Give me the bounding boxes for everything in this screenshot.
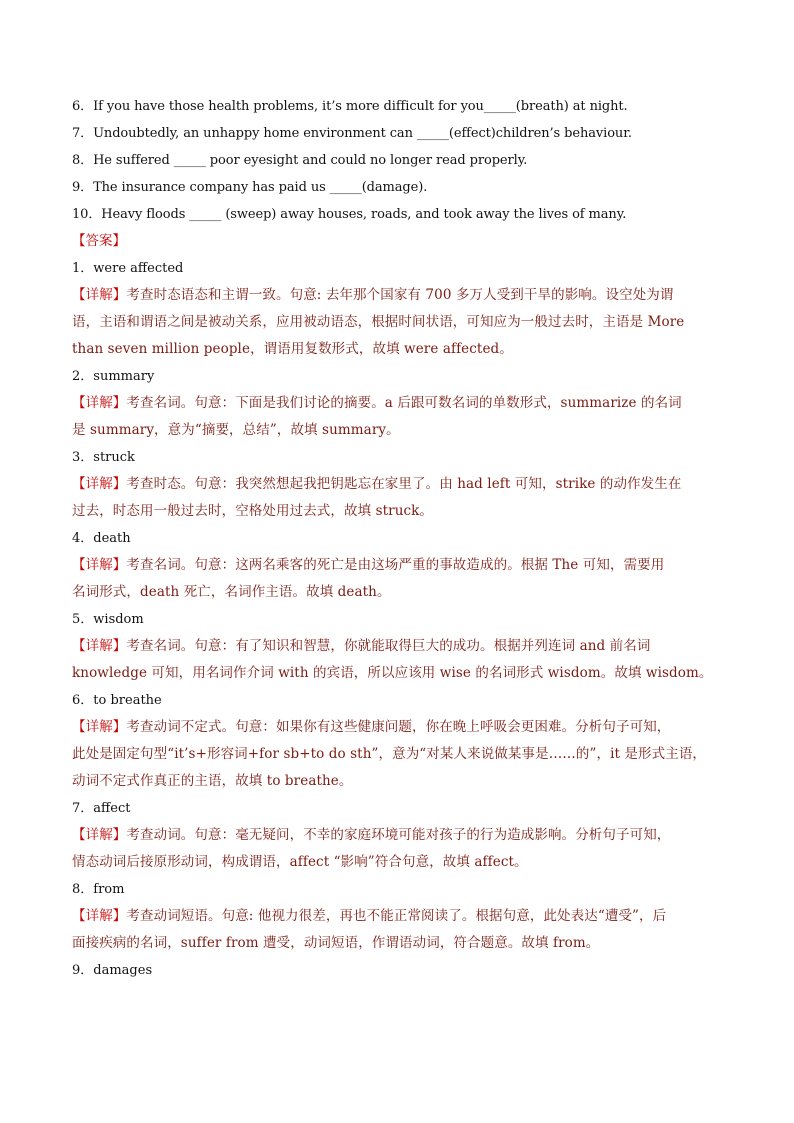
question-8: 8．He suffered _____ poor eyesight and could no longer read properly.	[72, 153, 528, 168]
answer-2	[72, 363, 732, 390]
explanation-8	[72, 903, 732, 957]
explanation-line: 情态动词后接原形动词，构成谓语，affect “影响”符合句意，故填 affect。	[72, 854, 528, 870]
answer-word: struck	[93, 450, 135, 465]
explanation-text: 考查动词短语。句意: 他视力很差，再也不能正常阅读了。根据句意，此处表达“遭受”，后	[126, 908, 667, 924]
detail-tag: 【详解】	[72, 287, 127, 303]
detail-tag: 【详解】	[72, 908, 127, 924]
answer-word: affect	[93, 801, 131, 816]
answer-number: 1．	[72, 261, 94, 276]
answer-word: death	[93, 531, 131, 546]
question-10: 10．Heavy floods _____ (sweep) away houses, roads, and took away the lives of many.	[72, 207, 627, 222]
explanation-1	[72, 282, 732, 363]
question-7: 7．Undoubtedly, an unhappy home environment can _____(effect)children’s behaviour.	[72, 126, 632, 141]
question-9: 9．The insurance company has paid us _____(damage).	[72, 180, 428, 195]
explanation-line: than seven million people，谓语用复数形式，故填 were affected。	[72, 341, 513, 357]
answer-word: damages	[93, 963, 153, 978]
detail-tag: 【详解】	[72, 557, 127, 573]
explanation-6	[72, 714, 732, 795]
explanation-line	[72, 552, 732, 579]
explanation-line	[72, 633, 732, 660]
detail-tag: 【详解】	[72, 638, 127, 654]
explanation-line	[72, 903, 732, 930]
explanation-line	[72, 282, 732, 309]
answer-number: 9．	[72, 963, 94, 978]
answer-number: 2．	[72, 369, 94, 384]
explanation-text: 考查时态。句意：我突然想起我把钥匙忘在家里了。由 had left 可知，strike 的动作发生在	[126, 476, 682, 492]
explanation-line	[72, 714, 732, 741]
answer-word: wisdom	[93, 612, 144, 627]
answer-word: summary	[93, 369, 155, 384]
explanation-text: 考查动词不定式。句意：如果你有这些健康问题，你在晚上呼吸会更困难。分析句子可知，	[126, 719, 671, 735]
explanation-7	[72, 822, 732, 876]
detail-tag: 【详解】	[72, 719, 127, 735]
answer-6	[72, 687, 732, 714]
explanation-line	[72, 471, 732, 498]
explanation-line: 是 summary，意为“摘要，总结”，故填 summary。	[72, 422, 400, 438]
explanation-line: 此处是固定句型“it’s+形容词+for sb+to do sth”，意为“对某人来说做某事是……的”，it 是形式主语，	[72, 746, 707, 762]
answer-7	[72, 795, 732, 822]
answer-number: 4．	[72, 531, 94, 546]
explanation-line: 名词形式，death 死亡，名词作主语。故填 death。	[72, 584, 391, 600]
explanation-text: 考查名词。句意：这两名乘客的死亡是由这场严重的事故造成的。根据 The 可知，需要用	[126, 557, 665, 573]
answer-word: were affected	[93, 261, 184, 276]
answer-heading: 【答案】	[72, 233, 126, 249]
explanation-line	[72, 822, 732, 849]
answer-number: 3．	[72, 450, 94, 465]
answer-number: 8．	[72, 882, 94, 897]
detail-tag: 【详解】	[72, 827, 127, 843]
document-content	[72, 93, 732, 984]
explanation-line: 语，主语和谓语之间是被动关系，应用被动语态，根据时间状语，可知应为一般过去时，主语是 More	[72, 314, 685, 330]
explanation-line: 过去，时态用一般过去时，空格处用过去式，故填 struck。	[72, 503, 434, 519]
question-6: 6．If you have those health problems, it’s more difficult for you_____(breath) at night.	[72, 99, 628, 114]
explanation-text: 考查名词。句意：下面是我们讨论的摘要。a 后跟可数名词的单数形式，summarize 的名词	[126, 395, 682, 411]
answer-word: to breathe	[93, 693, 162, 708]
detail-tag: 【详解】	[72, 476, 127, 492]
explanation-line: 动词不定式作真正的主语，故填 to breathe。	[72, 773, 353, 789]
answer-number: 5．	[72, 612, 94, 627]
detail-tag: 【详解】	[72, 395, 127, 411]
explanation-text: 考查动词。句意：毫无疑问，不幸的家庭环境可能对孩子的行为造成影响。分析句子可知，	[126, 827, 671, 843]
explanation-text: 考查时态语态和主谓一致。句意: 去年那个国家有 700 多万人受到干旱的影响。设空处为谓	[126, 287, 674, 303]
explanation-5	[72, 633, 732, 687]
answer-number: 7．	[72, 801, 94, 816]
explanation-text: 考查名词。句意：有了知识和智慧，你就能取得巨大的成功。根据并列连词 and 前名词	[126, 638, 651, 654]
answer-4	[72, 525, 732, 552]
explanation-2	[72, 390, 732, 444]
explanation-line	[72, 390, 732, 417]
answer-5	[72, 606, 732, 633]
answer-9	[72, 957, 732, 984]
answer-number: 6．	[72, 693, 94, 708]
explanation-3	[72, 471, 732, 525]
answer-3	[72, 444, 732, 471]
explanation-line: 面接疾病的名词，suffer from 遭受，动词短语，作谓语动词，符合题意。故填 from。	[72, 935, 600, 951]
answer-1	[72, 255, 732, 282]
answer-word: from	[93, 882, 125, 897]
explanation-4	[72, 552, 732, 606]
explanation-line: knowledge 可知，用名词作介词 with 的宾语，所以应该用 wise 的名词形式 wisdom。故填 wisdom。	[72, 665, 713, 681]
answer-8	[72, 876, 732, 903]
